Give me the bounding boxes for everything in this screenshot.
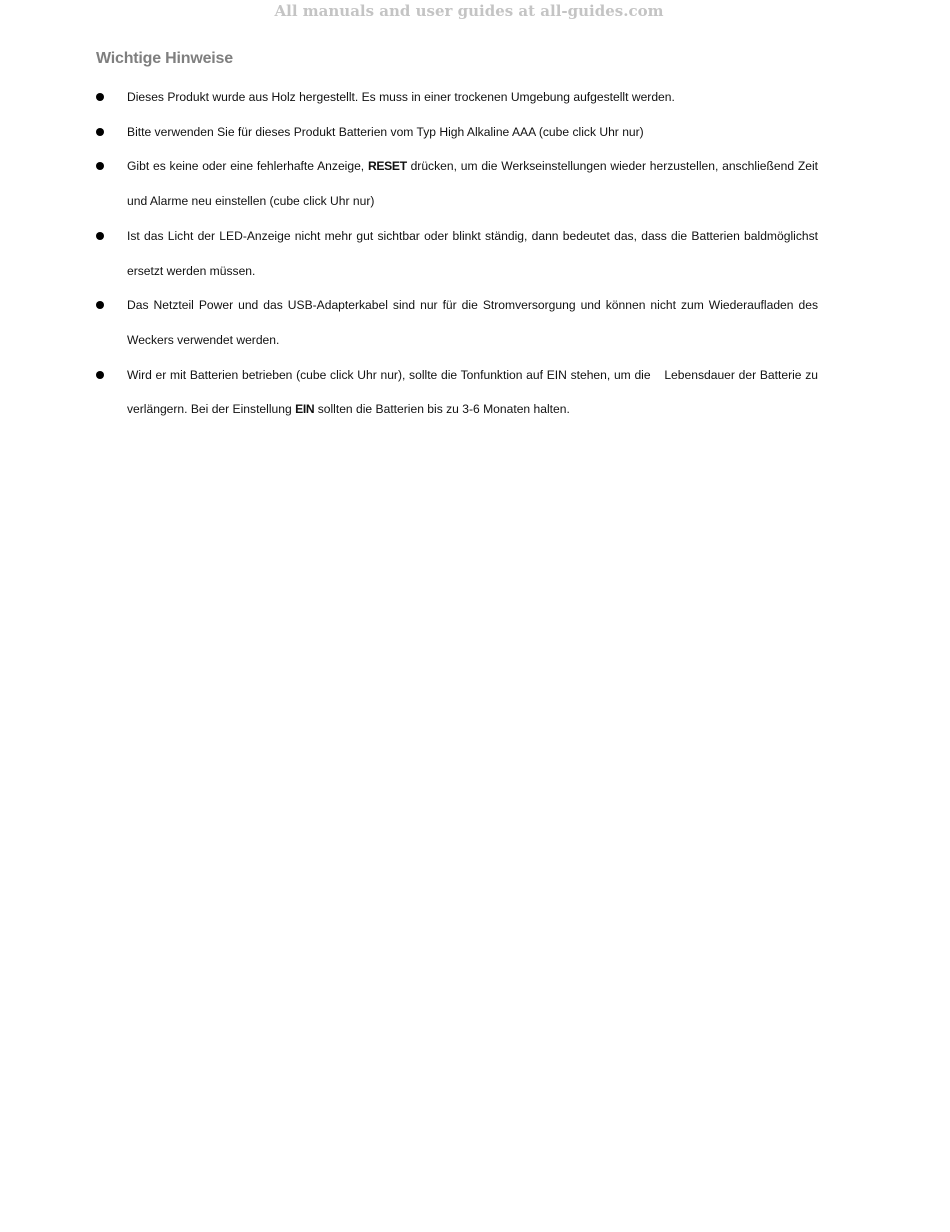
note-text-middle: Lebensdauer der Batterie zu verlängern. Bei der Einstellung [127, 367, 818, 417]
ein-keyword: EIN [295, 402, 315, 417]
page-title: Wichtige Hinweise [96, 50, 233, 67]
note-text: Das Netzteil Power und das USB-Adapterkabel sind nur für die Stromversorgung und können nicht zum Wiederaufladen des Weckers verwendet werden. [127, 298, 818, 347]
note-text-after: sollten die Batterien bis zu 3-6 Monaten halten. [314, 402, 570, 417]
note-text-after: drücken, um die Werkseinstellungen wieder herzustellen, anschließend Zeit und Alarme neu einstellen (cube click Uhr nur) [127, 159, 818, 209]
bullet-icon [96, 128, 104, 136]
bullet-icon [96, 93, 104, 101]
bullet-icon [96, 162, 104, 170]
list-item [96, 219, 818, 288]
notes-list [96, 80, 818, 427]
watermark: All manuals and user guides at all-guides.com [274, 2, 664, 20]
note-text-before: Wird er mit Batterien betrieben (cube click Uhr nur), sollte die Tonfunktion auf EIN stehen, um die [127, 367, 651, 382]
note-text: Bitte verwenden Sie für dieses Produkt Batterien vom Typ High Alkaline AAA (cube click Uhr nur) [127, 124, 644, 139]
note-text: Dieses Produkt wurde aus Holz hergestellt. Es muss in einer trockenen Umgebung aufgestellt werden. [127, 90, 675, 104]
bullet-icon [96, 232, 104, 240]
note-text-before: Gibt es keine oder eine fehlerhafte Anzeige, [127, 159, 368, 174]
note-text: Ist das Licht der LED-Anzeige nicht mehr gut sichtbar oder blinkt ständig, dann bedeutet das, dass die Batterien baldmöglichst ersetzt werden müssen. [127, 228, 818, 278]
list-item [96, 80, 818, 115]
bullet-icon [96, 371, 104, 379]
reset-keyword: RESET [367, 159, 407, 174]
bullet-icon [96, 301, 104, 309]
list-item [96, 288, 818, 357]
list-item [96, 149, 818, 218]
list-item [96, 358, 818, 427]
list-item [96, 115, 818, 150]
